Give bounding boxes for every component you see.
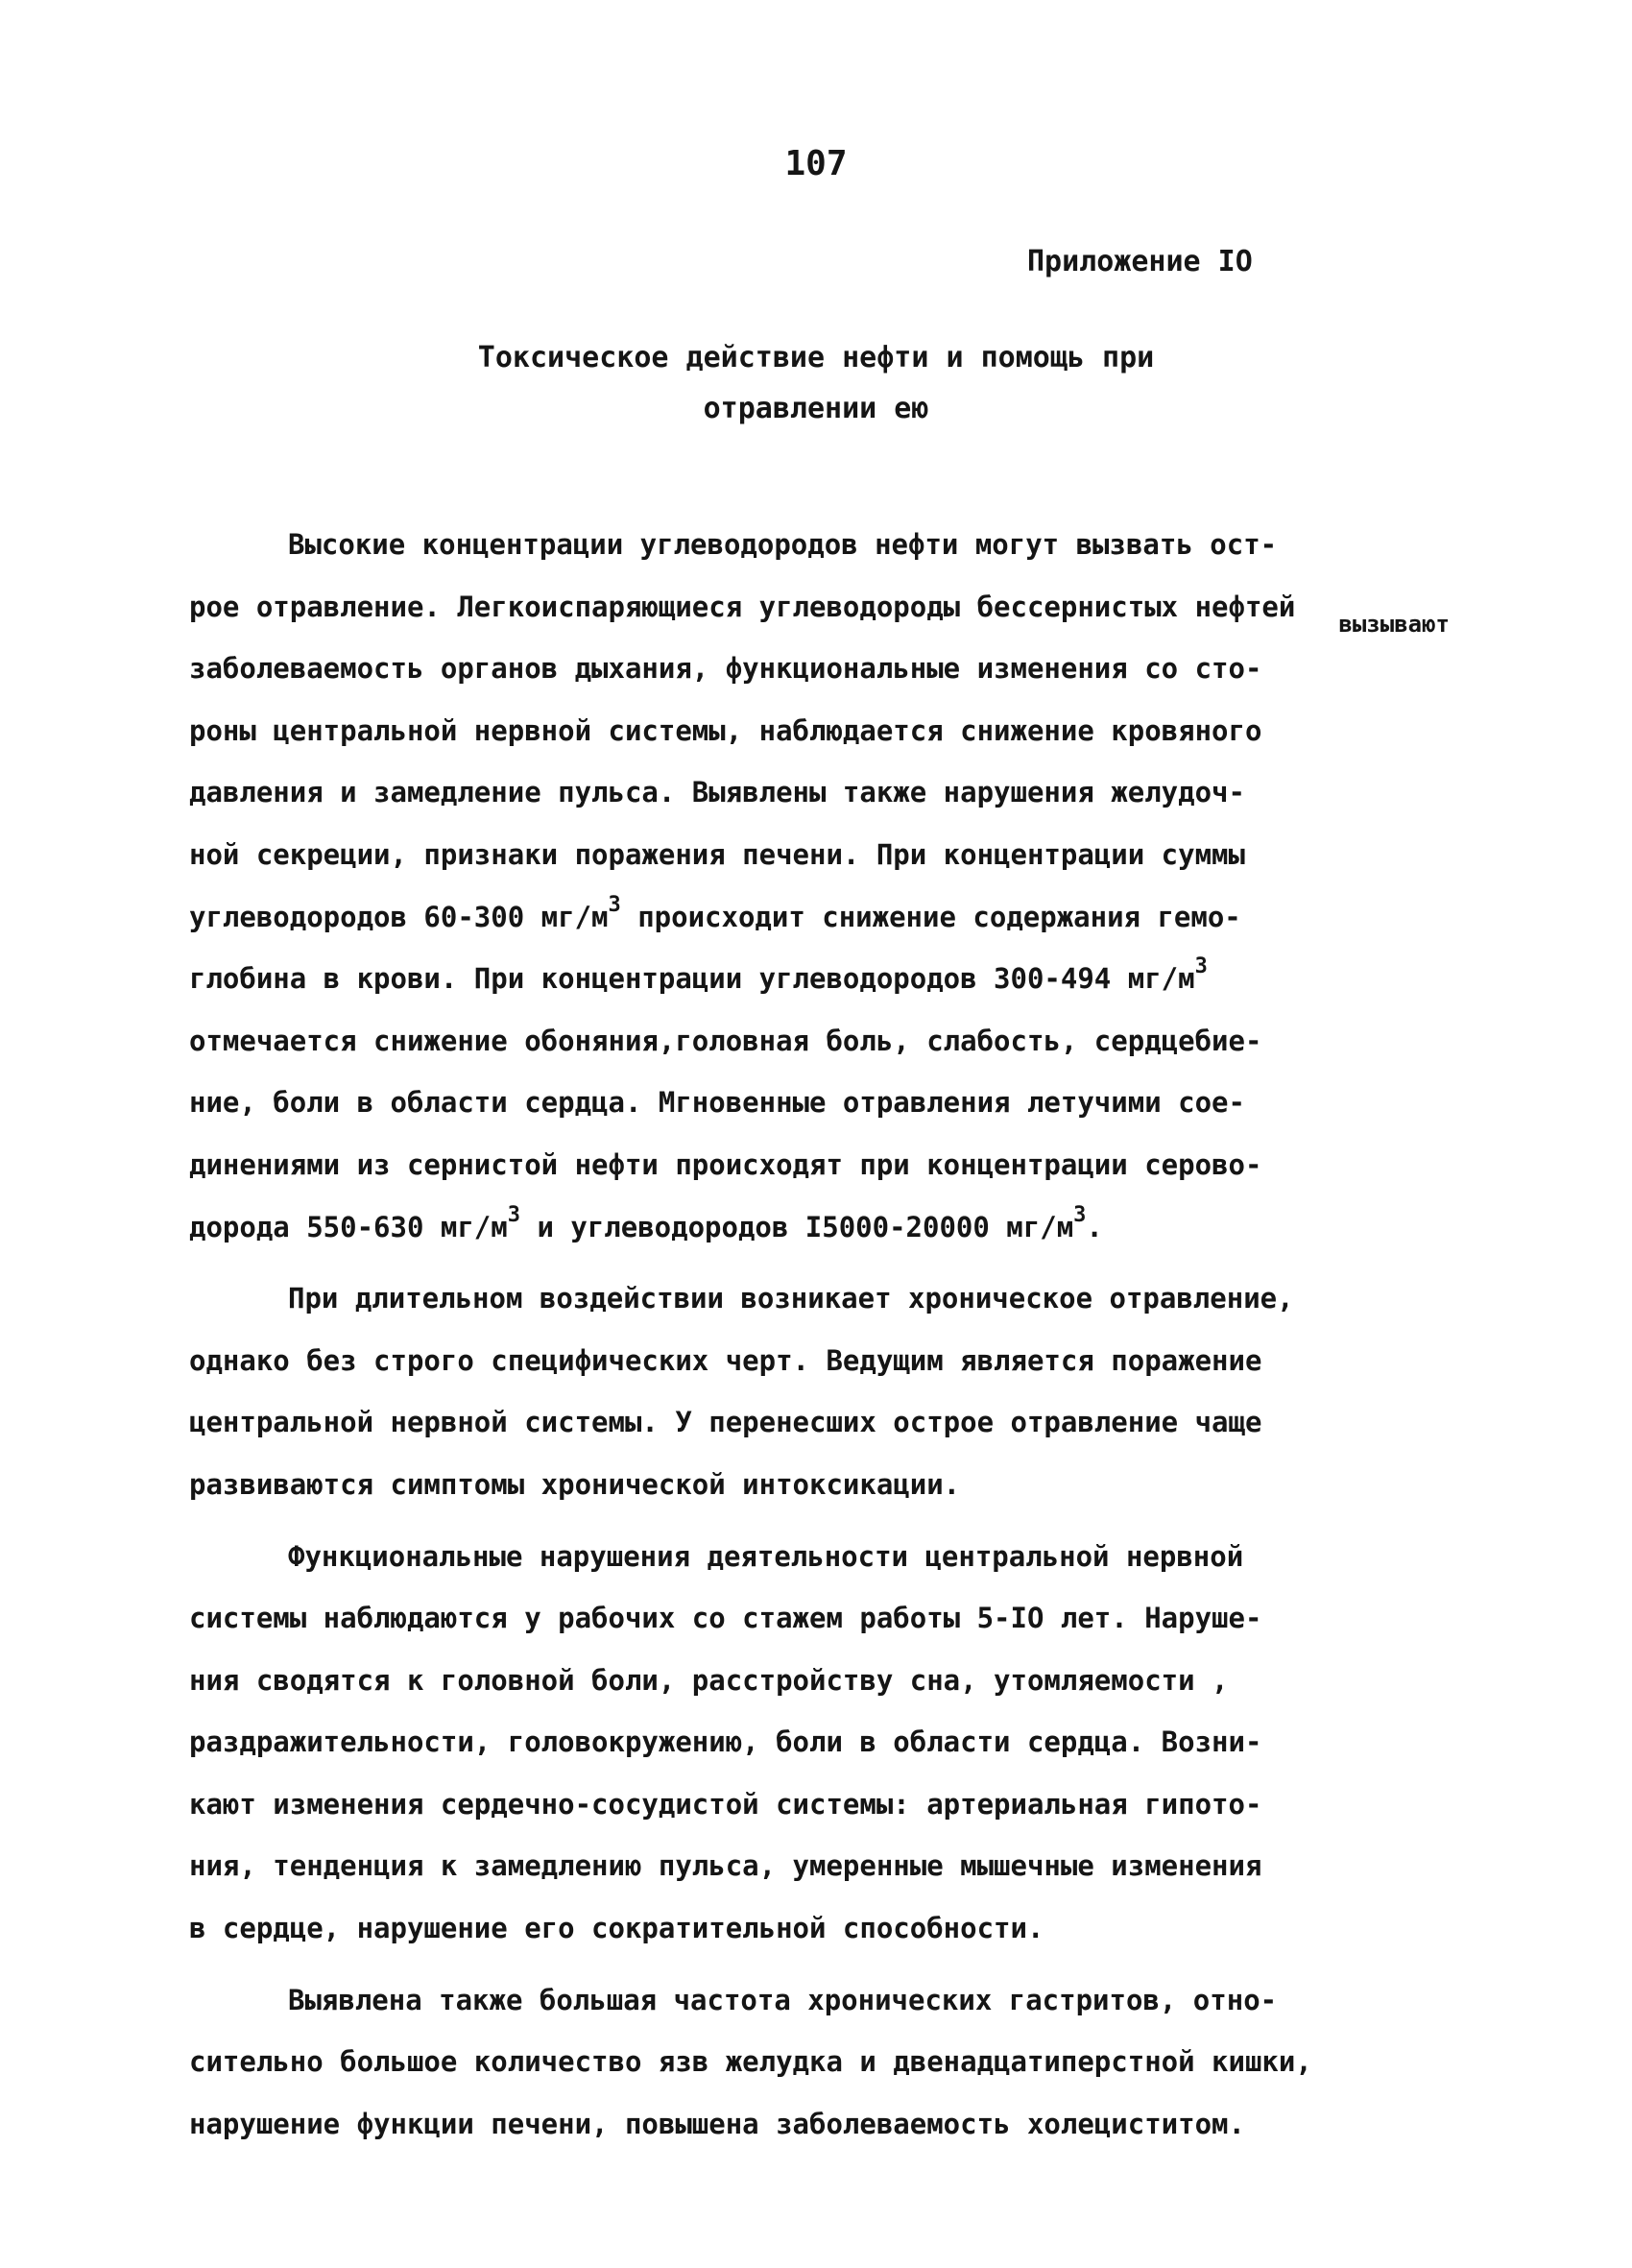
line-text: глобина в крови. При концентрации углеводородов 300-494 мг/м (189, 962, 1195, 996)
superscript: 3 (608, 892, 621, 917)
line-text: ния, тенденция к замедлению пульса, умеренные мышечные изменения (189, 1849, 1262, 1883)
line-text: Высокие концентрации углеводородов нефти могут вызвать ост- (288, 528, 1278, 561)
paragraph (189, 1267, 1442, 1515)
line-text: заболеваемость органов дыхания, функциональные изменения со сто- (189, 652, 1262, 686)
text-line (189, 1196, 1442, 1259)
line-text: роны центральной нервной системы, наблюдается снижение кровяного (189, 713, 1262, 747)
superscript: 3 (507, 1202, 520, 1227)
document-title-line-2: отравлении ею (703, 392, 929, 425)
line-text: Функциональные нарушения деятельности центральной нервной (288, 1539, 1244, 1573)
text-line (189, 948, 1442, 1010)
line-text: происходит снижение содержания гемо- (620, 900, 1241, 933)
text-line (189, 576, 1442, 639)
line-text: нарушение функции печени, повышена заболеваемость холециститом. (189, 2107, 1245, 2140)
text-line (189, 1897, 1442, 1960)
text-line (189, 1587, 1442, 1650)
paragraph-gap (189, 1516, 1442, 1526)
document-body (189, 514, 1450, 2155)
line-text: однако без строго специфических черт. Ведущим является поражение (189, 1343, 1262, 1377)
line-text: и углеводородов I5000-20000 мг/м (519, 1210, 1074, 1243)
line-text: развиваются симптомы хронической интоксикации. (189, 1467, 961, 1501)
text-line (189, 1267, 1442, 1330)
line-text: дорода 550-630 мг/м (189, 1210, 508, 1243)
line-text: Выявлена также большая частота хронических гастритов, отно- (288, 1983, 1278, 2016)
line-text: рое отравление. Легкоиспаряющиеся углеводороды бессернистых нефтей (189, 590, 1296, 623)
text-line (189, 1134, 1442, 1196)
text-line (189, 886, 1442, 949)
paragraph (189, 1969, 1442, 2156)
line-text: При длительном воздействии возникает хроническое отравление, (288, 1282, 1294, 1315)
superscript: 3 (1073, 1202, 1087, 1227)
text-line (189, 2093, 1442, 2156)
line-text: в сердце, нарушение его сократительной способности. (189, 1912, 1044, 1945)
handwritten-insertion: вызывают (1338, 611, 1450, 639)
text-line (189, 1072, 1442, 1134)
line-text: ние, боли в области сердца. Мгновенные отравления летучими сое- (189, 1086, 1245, 1120)
document-title-line-1: Токсическое действие нефти и помощь при (477, 341, 1155, 374)
line-text: ния сводятся к головной боли, расстройству сна, утомляемости , (189, 1663, 1229, 1697)
line-text: ной секреции, признаки поражения печени. При концентрации суммы (189, 837, 1245, 871)
line-text: давления и замедление пульса. Выявлены также нарушения желудоч- (189, 776, 1245, 809)
text-line (189, 2031, 1442, 2093)
line-text: динениями из сернистой нефти происходят при концентрации серово- (189, 1147, 1262, 1181)
appendix-label: Приложение IO (1027, 245, 1253, 278)
text-line (189, 824, 1442, 886)
line-text: . (1086, 1210, 1103, 1243)
text-line (189, 1969, 1442, 2032)
text-line (189, 1835, 1442, 1897)
paragraph-gap (189, 1258, 1442, 1267)
text-line (189, 611, 1450, 700)
line-text: кают изменения сердечно-сосудистой системы: артериальная гипото- (189, 1787, 1262, 1821)
page-number: 107 (784, 144, 848, 183)
text-line (189, 700, 1442, 762)
line-text: сительно большое количество язв желудка и двенадцатиперстной кишки, (189, 2045, 1312, 2079)
text-line (189, 1650, 1442, 1712)
line-text: центральной нервной системы. У перенесших острое отравление чаще (189, 1406, 1262, 1439)
text-line (189, 1330, 1442, 1392)
text-line (189, 761, 1442, 824)
line-text: системы наблюдаются у рабочих со стажем работы 5-IO лет. Наруше- (189, 1602, 1262, 1635)
text-line (189, 1391, 1442, 1454)
text-line (189, 1454, 1442, 1516)
paragraph (189, 1526, 1442, 1960)
text-line (189, 1010, 1442, 1073)
paragraph-gap (189, 1960, 1442, 1969)
line-text: углеводородов 60-300 мг/м (189, 900, 609, 933)
paragraph (189, 514, 1450, 1258)
text-line (189, 1711, 1442, 1773)
superscript: 3 (1194, 954, 1208, 979)
line-text: отмечается снижение обоняния,головная боль, слабость, сердцебие- (189, 1024, 1262, 1057)
text-line (189, 514, 1442, 576)
text-line (189, 1773, 1442, 1836)
line-text: раздражительности, головокружению, боли в области сердца. Возни- (189, 1725, 1262, 1759)
text-line (189, 1526, 1442, 1588)
